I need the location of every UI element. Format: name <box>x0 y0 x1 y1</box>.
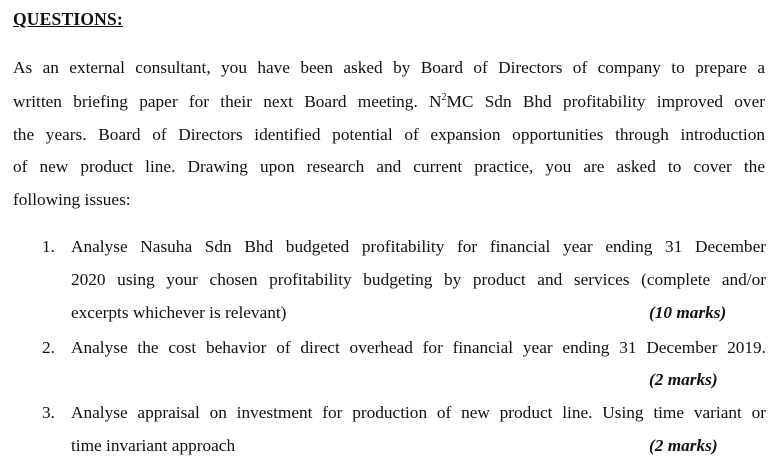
question-2-line-1: Analyse the cost behavior of direct overhead for financial year ending 31 December 2019. <box>71 338 766 357</box>
question-1-number: 1. <box>42 237 55 256</box>
question-3-marks: (2 marks) <box>649 436 718 455</box>
question-1-line-1: Analyse Nasuha Sdn Bhd budgeted profitability for financial year ending 31 December <box>71 237 766 256</box>
intro-line-4: of new product line. Drawing upon research and current practice, you are asked to cover the <box>13 157 765 176</box>
question-2-number: 2. <box>42 338 55 357</box>
intro-line-1: As an external consultant, you have been asked by Board of Directors of company to prepare a <box>13 58 765 77</box>
question-3-line-1: Analyse appraisal on investment for production of new product line. Using time variant or <box>71 403 766 422</box>
intro-line-2-end: MC Sdn Bhd profitability improved over <box>446 92 765 111</box>
question-1-line-2: 2020 using your chosen profitability budgeting by product and services (complete and/or <box>71 270 766 289</box>
question-1-marks: (10 marks) <box>649 303 727 322</box>
intro-line-5: following issues: <box>13 190 131 209</box>
question-2-marks: (2 marks) <box>649 370 718 389</box>
intro-line-2-start: written briefing paper for their next Board meeting. N <box>13 92 442 111</box>
intro-line-3: the years. Board of Directors identified potential of expansion opportunities through introduction <box>13 125 765 144</box>
superscript-2: 2 <box>441 92 447 103</box>
intro-line-2 <box>13 92 765 112</box>
question-3-line-2: time invariant approach <box>71 436 236 455</box>
question-1-line-3: excerpts whichever is relevant) <box>71 303 287 322</box>
question-3-number: 3. <box>42 403 55 422</box>
questions-heading: QUESTIONS: <box>13 9 123 29</box>
